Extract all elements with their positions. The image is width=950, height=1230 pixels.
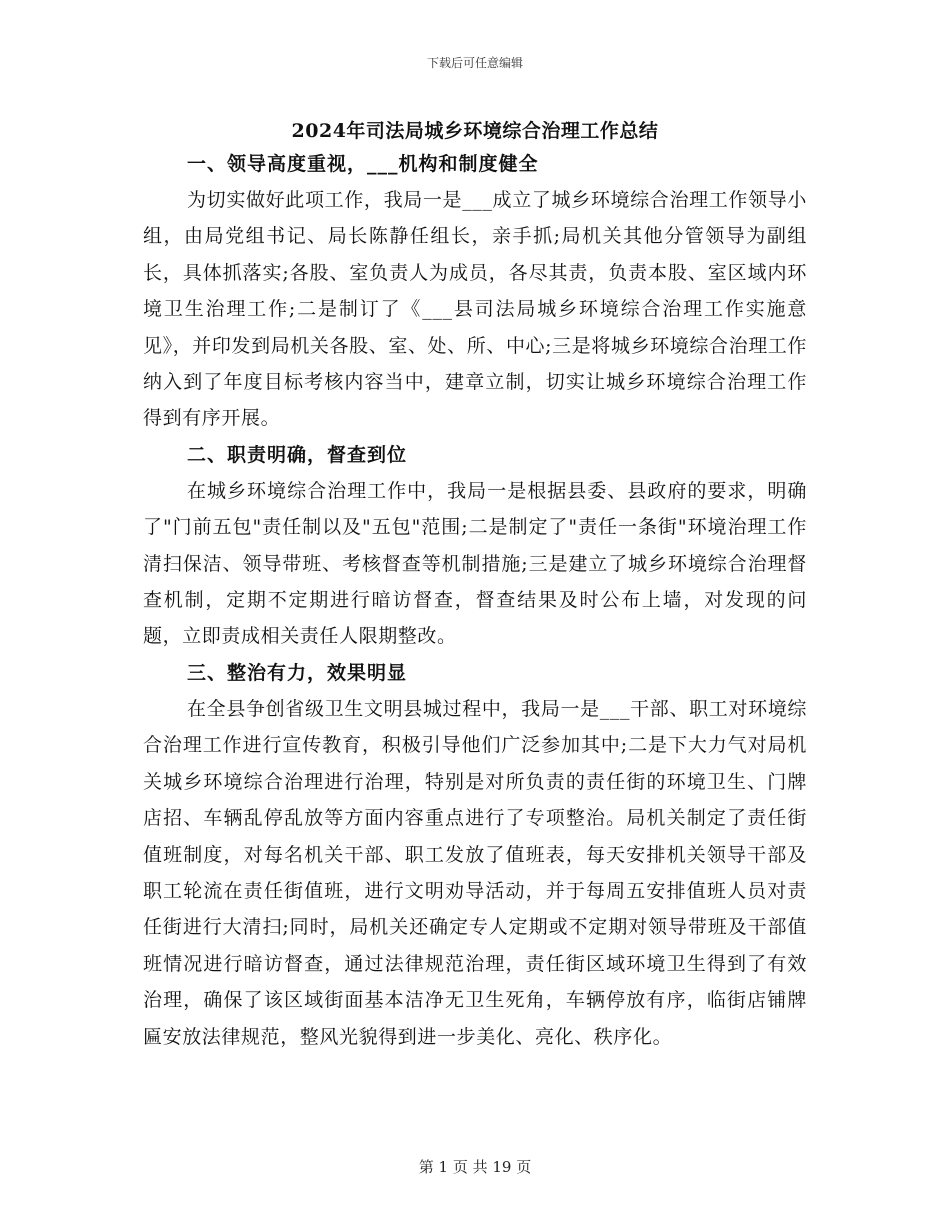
section-heading: 三、整治有力，效果明显 xyxy=(187,661,408,684)
section-paragraph: 在全县争创省级卫生文明县城过程中，我局一是___干部、职工对环境综合治理工作进行宣传教育，积极引导他们广泛参加其中;二是下大力气对局机关城乡环境综合治理进行治理，特别是对所负责的责任街的环境卫生、门牌店招、车辆乱停乱放等方面内容重点进行了专项整治。局机关制定了责任街值班制度，对每名机关干部、职工发放了值班表，每天安排机关领导干部及职工轮流在责任街值班，进行文明劝导活动，并于每周五安排值班人员对责任街进行大清扫;同时，局机关还确定专人定期或不定期对领导带班及干部值班情况进行暗访督查，通过法律规范治理，责任街区域环境卫生得到了有效治理，确保了该区域街面基本洁净无卫生死角，车辆停放有序，临街店铺牌匾安放法律规范，整风光貌得到进一步美化、亮化、秩序化。 xyxy=(143,697,807,1048)
document-body xyxy=(143,146,807,1055)
section-2 xyxy=(143,437,807,655)
section-3 xyxy=(143,655,807,1055)
header-note: 下载后可任意编辑 xyxy=(426,56,523,70)
section-paragraph: 在城乡环境综合治理工作中，我局一是根据县委、县政府的要求，明确了"门前五包"责任制以及"五包"范围;二是制定了"责任一条街"环境治理工作清扫保洁、领导带班、考核督查等机制措施;三是建立了城乡环境综合治理督查机制，定期不定期进行暗访督查，督查结果及时公布上墙，对发现的问题，立即责成相关责任人限期整改。 xyxy=(143,479,807,648)
document-title: 2024年司法局城乡环境综合治理工作总结 xyxy=(291,120,659,142)
section-1 xyxy=(143,146,807,437)
section-heading: 二、职责明确，督查到位 xyxy=(187,443,408,466)
page-number-footer: 第 1 页 共 19 页 xyxy=(418,1158,532,1176)
section-heading: 一、领导高度重视，___机构和制度健全 xyxy=(187,153,539,175)
section-paragraph: 为切实做好此项工作，我局一是___成立了城乡环境综合治理工作领导小组，由局党组书记、局长陈静任组长，亲手抓;局机关其他分管领导为副组长，具体抓落实;各股、室负责人为成员，各尽其责，负责本股、室区域内环境卫生治理工作;二是制订了《___县司法局城乡环境综合治理工作实施意见》，并印发到局机关各股、室、处、所、中心;三是将城乡环境综合治理工作纳入到了年度目标考核内容当中，建章立制，切实让城乡环境综合治理工作得到有序开展。 xyxy=(143,189,807,430)
